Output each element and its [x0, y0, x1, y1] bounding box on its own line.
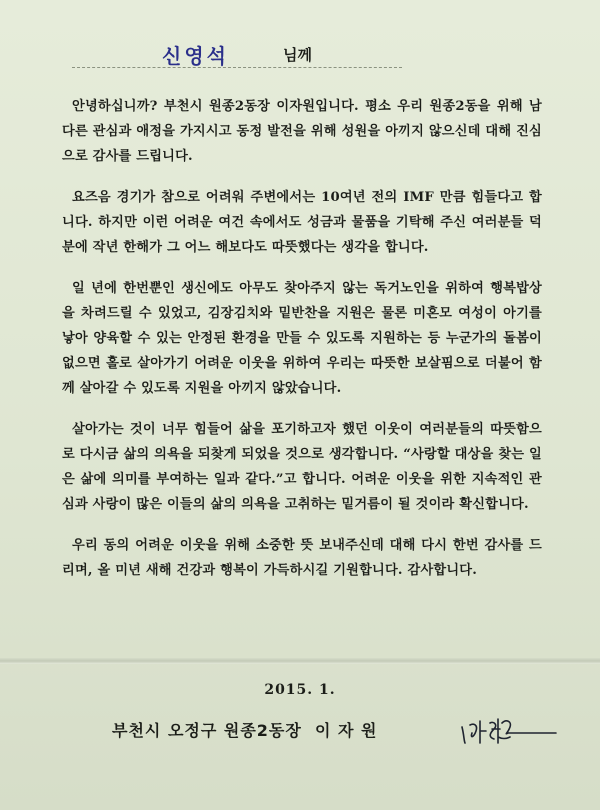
paragraph-support: 일 년에 한번뿐인 생신에도 아무도 찾아주지 않는 독거노인을 위하여 행복밥상을 차려드릴 수 있었고, 김장김치와 밑반찬을 지원은 물론 미혼모 여성이 아기를 낳아 양육할 수 있는 안정된 환경을 만들 수 있도록 지원하는 등 누군가의 돌봄이 없으면 홀로 살아가기 어려운 이웃을 위하여 우리는 따뜻한 보살핌으로 더불어 함께 살아갈 수 있도록 지원을 아끼지 않았습니다. [62, 281, 542, 396]
letter-date: 2015. 1. [264, 682, 336, 698]
paragraph-greeting: 안녕하십니까? 부천시 원종2동장 이자원입니다. 평소 우리 원종2동을 위해 남다른 관심과 애정을 가지시고 동정 발전을 위해 성원을 아끼지 않으신데 대해 진심으로 감사를 드립니다. [62, 99, 542, 164]
sender-line: 부천시 오정구 원종2동장 이 자 원 [112, 721, 378, 740]
salutation-underline [72, 67, 402, 68]
paragraph-economy: 요즈음 경기가 참으로 어려워 주변에서는 10여년 전의 IMF 만큼 힘들다고 합니다. 하지만 이런 어려운 여건 속에서도 성금과 물품을 기탁해 주신 여러분들 덕분에 작년 한해가 그 어느 해보다도 따뜻했다는 생각을 합니다. [62, 190, 542, 255]
paragraph-closing: 우리 동의 어려운 이웃을 위해 소중한 뜻 보내주신데 대해 다시 한번 감사를 드리며, 올 미년 새해 건강과 행복이 가득하시길 기원합니다. 감사합니다. [62, 538, 542, 578]
salutation [0, 36, 600, 76]
recipient-name: 신영석 [162, 44, 229, 68]
letter-body [62, 94, 542, 599]
paragraph-hope: 살아가는 것이 너무 힘들어 삶을 포기하고자 했던 이웃이 여러분들의 따뜻함으로 다시금 삶의 의욕을 되찾게 되었을 것으로 생각합니다. “사랑할 대상을 찾는 일은 삶에 의미를 부여하는 일과 같다.”고 합니다. 어려운 이웃을 위한 지속적인 관심과 사랑이 많은 이들의 삶의 의욕을 고취하는 밑거름이 될 것이라 확신합니다. [62, 422, 542, 512]
honorific: 님께 [283, 46, 312, 64]
paper-fold [0, 658, 600, 664]
handwritten-signature [458, 713, 558, 753]
